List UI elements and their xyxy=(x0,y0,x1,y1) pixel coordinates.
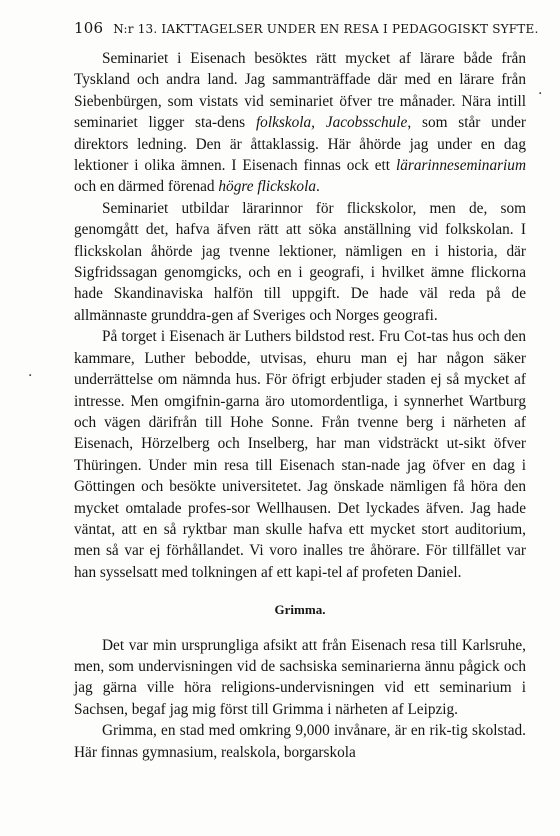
italic-term: högre flickskola xyxy=(218,178,316,196)
body-text xyxy=(74,48,526,763)
margin-mark: · xyxy=(28,368,33,384)
italic-term: lärarinneseminarium xyxy=(395,157,526,175)
paragraph: Det var min ursprungliga afsikt att från Eisenach resa till Karlsruhe, men, som undervisningen vid de sachsiska seminarierna ännu pågick och jag gärna ville höra religions-undervisningen vid ett seminarium i Sachsen, begaf jag mig först till Grimma i närheten af Leipzig. xyxy=(74,636,526,718)
running-header xyxy=(74,19,539,37)
paragraph: Seminariet utbildar lärarinnor för flickskolor, men de, som genomgått det, hafva äfven rätt att söka anställning vid folkskolan. I flickskolan åhörde jag tvenne lektioner, nämligen en i historia, där Sigfridssagan genomgicks, och en i geografi, i hvilket ämne flickorna hade Skandinaviska halfön till uppgift. De hade väl reda på de allmännaste grunddra-gen af Sveriges och Norges geografi. xyxy=(74,199,526,324)
section-heading: Grimma. xyxy=(274,602,326,618)
page-number: 106 xyxy=(74,19,104,37)
margin-mark: · xyxy=(538,86,543,102)
running-title: N:r 13. IAKTTAGELSER UNDER EN RESA I PEDAGOGISKT SYFTE. xyxy=(113,22,539,36)
italic-term: folkskola, Jacobsschule xyxy=(255,114,408,132)
paragraph: Seminariet i Eisenach besöktes rätt mycket af lärare både från Tyskland och andra land. Jag sammanträffade där med en lärare från Siebenbürgen, som vistats vid seminariet öfver tre månader. Nära intill seminariet ligger sta-dens folkskola, Jacobsschule, som står under direktors ledning. Den är åttaklassig. Här åhörde jag under en dag lektioner i olika ämnen. I Eisenach finnas ock ett lärarinneseminarium och en därmed förenad högre flickskola. xyxy=(74,50,527,196)
paragraph: Grimma, en stad med omkring 9,000 invånare, är en rik-tig skolstad. Här finnas gymnasium, realskola, borgarskola xyxy=(74,722,526,761)
paragraph: På torget i Eisenach är Luthers bildstod rest. Fru Cot-tas hus och den kammare, Luther bebodde, utvisas, ehuru man ej har någon säker underrättelse om nämnda hus. För öfrigt erbjuder staden ej så mycket af intresse. Men omgifnin-garna äro utomordentliga, i synnerhet Wartburg och vägen därifrån till Hohe Sonne. Från tvenne berg i närheten af Eisenach, Hörzelberg och Inselberg, har man vidsträckt ut-sikt öfver Thüringen. Under min resa till Eisenach stan-nade jag öfver en dag i Göttingen och besökte universitetet. Jag önskade nämligen få höra den mycket omtalade profes-sor Wellhausen. Det lyckades äfven. Jag hade väntat, att en så ryktbar man skulle hafva ett mycket stort auditorium, men så var ej förhållandet. Vi voro inalles tre åhörare. För tillfället var han sysselsatt med tolkningen af ett kapi-tel af profeten Daniel. xyxy=(74,328,526,581)
